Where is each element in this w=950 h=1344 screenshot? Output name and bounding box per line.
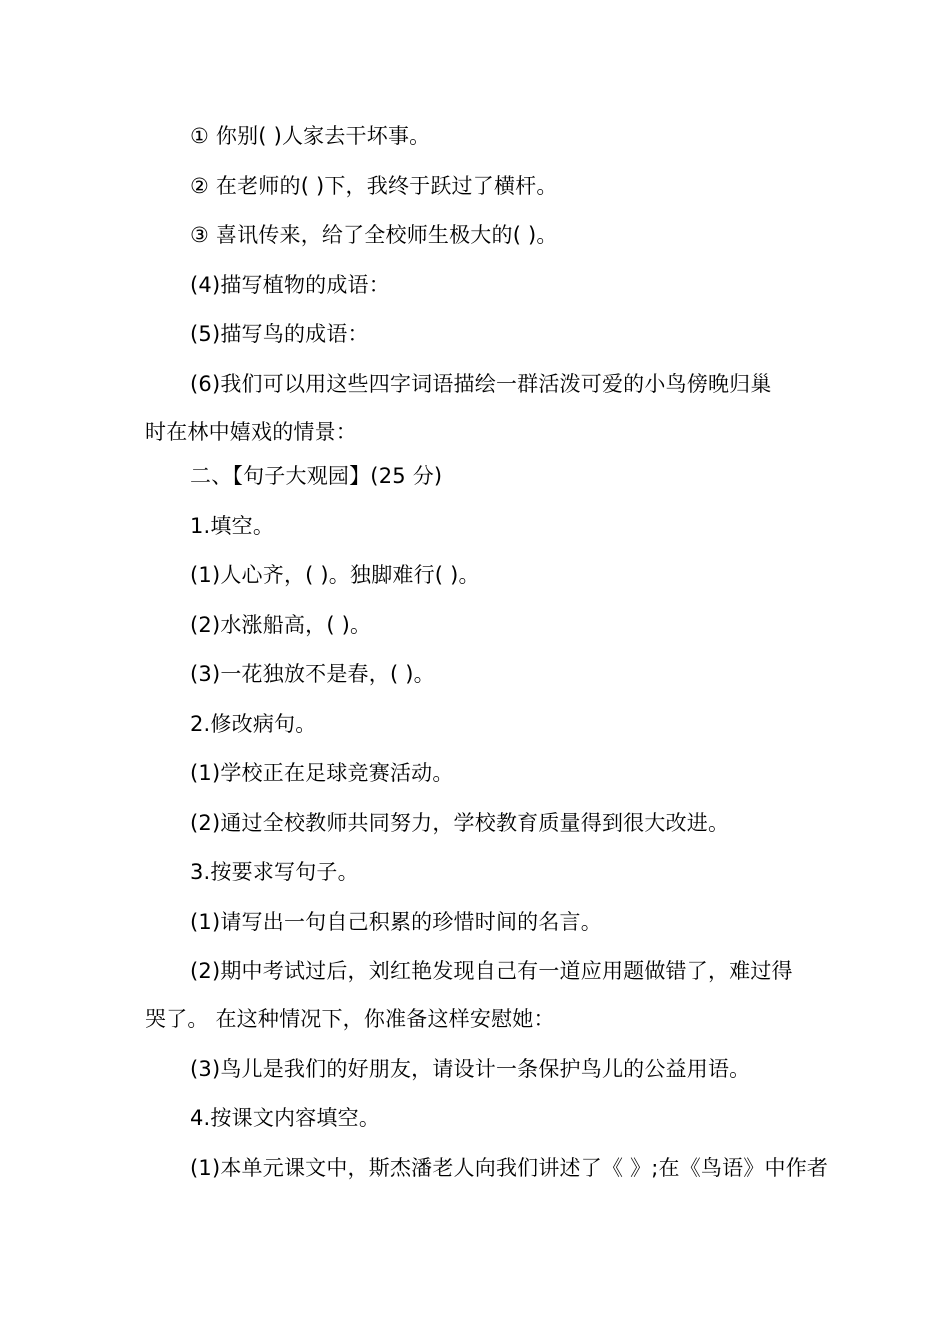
item-bird-idioms: (5)描写鸟的成语： bbox=[190, 322, 369, 346]
question-1-item-3: (3)一花独放不是春，( )。 bbox=[190, 662, 435, 686]
item-describe-scene: (6)我们可以用这些四字词语描绘一群活泼可爱的小鸟傍晚归巢 bbox=[190, 372, 772, 396]
item-fill-blank-3: ③ 喜讯传来，给了全校师生极大的( )。 bbox=[190, 223, 558, 247]
item-plant-idioms: (4)描写植物的成语： bbox=[190, 273, 390, 297]
question-2-item-2: (2)通过全校教师共同努力，学校教育质量得到很大改进。 bbox=[190, 811, 730, 835]
section-heading-sentences: 二、【句子大观园】(25 分) bbox=[190, 464, 443, 488]
question-3-item-2: (2)期中考试过后，刘红艳发现自己有一道应用题做错了，难过得 bbox=[190, 959, 793, 983]
question-1-heading: 1.填空。 bbox=[190, 514, 275, 538]
item-describe-scene-continued: 时在林中嬉戏的情景： bbox=[145, 420, 357, 444]
question-3-heading: 3.按要求写句子。 bbox=[190, 860, 359, 884]
item-fill-blank-2: ② 在老师的( )下，我终于跃过了横杆。 bbox=[190, 174, 558, 198]
question-2-item-1: (1)学校正在足球竞赛活动。 bbox=[190, 761, 454, 785]
question-4-heading: 4.按课文内容填空。 bbox=[190, 1106, 381, 1130]
question-1-item-2: (2)水涨船高，( )。 bbox=[190, 613, 372, 637]
question-3-item-3: (3)鸟儿是我们的好朋友，请设计一条保护鸟儿的公益用语。 bbox=[190, 1057, 751, 1081]
question-4-item-1: (1)本单元课文中，斯杰潘老人向我们讲述了《 》;在《鸟语》中作者 bbox=[190, 1156, 829, 1180]
question-3-item-1: (1)请写出一句自己积累的珍惜时间的名言。 bbox=[190, 910, 602, 934]
item-fill-blank-1: ① 你别( )人家去干坏事。 bbox=[190, 124, 431, 148]
question-3-item-2-continued: 哭了。 在这种情况下，你准备这样安慰她： bbox=[145, 1007, 555, 1031]
question-1-item-1: (1)人心齐，( )。独脚难行( )。 bbox=[190, 563, 480, 587]
question-2-heading: 2.修改病句。 bbox=[190, 712, 317, 736]
